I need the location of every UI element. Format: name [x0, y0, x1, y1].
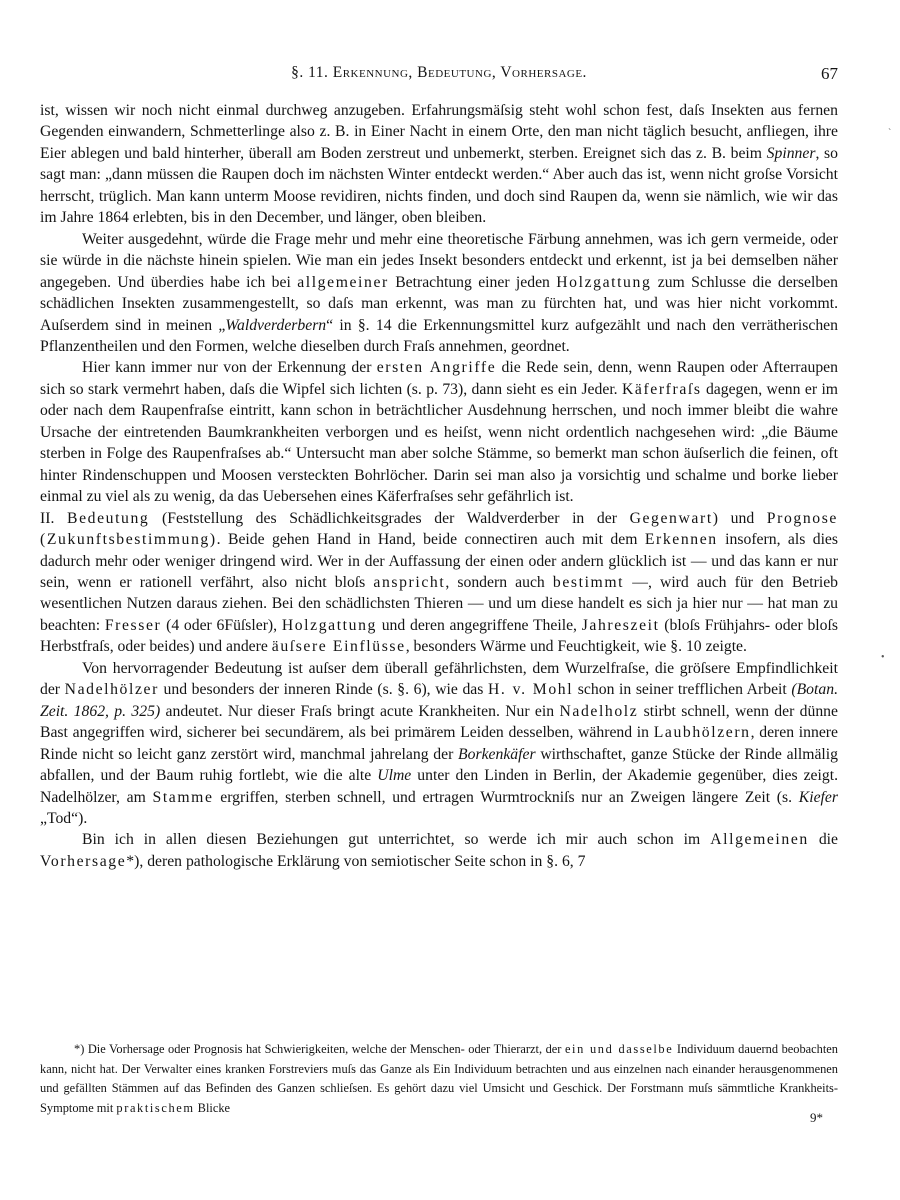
- text-run: II.: [40, 509, 67, 527]
- text-run: unter den Linden in Berlin, der Akademie gegenüber, dies zeigt. Nadelhölzer, am: [40, 767, 838, 806]
- signature-mark: 9*: [810, 1110, 823, 1125]
- text-run: “ in §. 14 die Erkennungsmittel kurz aufgezählt und nach den verrätherischen Pflanzentheilen und den Formen, welche dieselben durch Fraſs annehmen, geordnet.: [40, 316, 838, 355]
- text-run: ergriffen, sterben schnell, und ertragen Wurmtrockniſs nur an Zweigen längere Zeit (s.: [213, 788, 799, 806]
- spaced-text: anspricht: [373, 573, 446, 591]
- paragraph: [40, 508, 838, 658]
- spaced-text: Jahreszeit: [581, 616, 660, 634]
- spaced-text: Nadelhölzer: [64, 681, 159, 699]
- body-text: [40, 100, 838, 872]
- text-run: wirthschaftet, ganze Stücke der Rinde allmälig abfallen, und der Baum ruhig fortlebt, wie die alte: [40, 745, 838, 785]
- text-run: andeutet. Nur dieser Fraſs bringt acute Krankheiten. Nur ein: [160, 702, 560, 720]
- spaced-text: ersten Angriffe: [376, 359, 497, 377]
- text-run: , besonders Wärme und Feuchtigkeit, wie §. 10 zeigte.: [405, 638, 747, 656]
- page-number: 67: [821, 64, 838, 83]
- text-run: —, wird auch für den Betrieb wesentlichen Nutzen daraus ziehen. Bei den schädlichsten Thieren — und um diese handelt es sich ja hier nur — hat man zu beachten:: [40, 573, 839, 634]
- text-run: Blicke: [194, 1100, 231, 1115]
- spaced-text: Stamme: [152, 788, 214, 806]
- spaced-text: Nadelholz: [559, 702, 639, 720]
- spaced-text: allgemeiner: [297, 273, 389, 291]
- text-run: (4 oder 6Füſsler),: [161, 616, 282, 634]
- spaced-text: Gegenwart: [629, 509, 713, 527]
- text-run: ) und: [712, 509, 767, 527]
- text-run: und deren angegriffene Theile,: [376, 616, 582, 634]
- spaced-text: Käferfraſs: [621, 380, 702, 398]
- text-run: die Rede sein, denn, wenn Raupen oder Afterraupen sich so stark vermehrt haben, daſs die Wipfel sich lichten (s. p. 73), dann sieht es ein Jeder.: [40, 359, 838, 398]
- italic-text: Borkenkäfer: [458, 745, 536, 763]
- italic-text: (Botan. Zeit. 1862, p. 325): [40, 681, 838, 720]
- spaced-text: Bedeutung: [67, 509, 150, 527]
- spaced-text: äuſsere Einflüsse: [271, 638, 406, 656]
- text-run: stirbt schnell, wenn der dünne Bast angegriffen wird, sicherer bei secundärem, als bei primärem Leiden desselben, während in: [40, 702, 838, 742]
- text-run: Individuum dauernd beobachten kann, nicht hat. Der Verwalter eines kranken Forstreviers muſs das Ganze als Ein Individuum betrachten und aus einzelnen nach einander herausgenommenen und gefällten Stämmen auf das Befinden des Ganzen schlieſsen. Es gehört dazu viel Umsicht und Geschick. Der Forstmann muſs sämmtliche Krankheits-Symptome mit: [40, 1042, 838, 1115]
- spaced-text: Erkennen: [644, 531, 718, 549]
- page-header: [40, 64, 838, 86]
- italic-text: Spinner: [766, 144, 816, 162]
- text-run: „Tod“).: [40, 809, 88, 827]
- margin-speck: `: [888, 128, 892, 139]
- text-run: , sondern auch: [445, 573, 553, 591]
- running-head: §. 11. Erkennung, Bedeutung, Vorhersage.: [291, 64, 587, 81]
- text-run: die: [808, 831, 838, 849]
- italic-text: Waldverderbern: [225, 316, 327, 334]
- italic-text: Kiefer: [798, 788, 838, 806]
- text-run: Hier kann immer nur von der Erkennung der: [82, 359, 377, 377]
- text-run: , deren innere Rinde nicht so leicht ganz zerstört wird, manchmal jahrelang der: [40, 724, 838, 763]
- margin-speck: •: [881, 652, 885, 663]
- spaced-text: Laubhölzern: [653, 724, 751, 742]
- text-run: *), deren pathologische Erklärung von semiotischer Seite schon in §. 6, 7: [126, 852, 586, 870]
- spaced-text: Fresser: [104, 616, 162, 634]
- text-run: (Feststellung des Schädlichkeitsgrades der Waldverderber in der: [149, 509, 630, 527]
- text-run: dagegen, wenn er im oder nach dem Raupenfraſse eintritt, kann schon in beträchtlicher Ausdehnung herrschen, und noch immer bleibt die wahre Ursache der eintretenden Baumkrankheiten verborgen und es heiſst, wenn nicht ordentlich nachgesehen wird: „die Bäume sterben in Folge des Raupenfraſses ab.“ Untersucht man aber solche Stämme, so bemerkt man schon äuſserlich die feinen, oft hinter Rindenschuppen und Moosen versteckten Bohrlöcher. Darin sei man also ja vorsichtig und schalme und borke lieber einmal zu viel als zu wenig, da das Uebersehen eines Käferfraſses sehr gefährlich ist.: [40, 380, 839, 506]
- text-run: Weiter ausgedehnt, würde die Frage mehr und mehr eine theoretische Färbung annehmen, was ich gern vermeide, oder sie würde in die nächste hinein spielen. Wie man ein jedes Insekt besonders entdeckt und erkennt, ist ja bei demselben näher angegeben. Und überdies habe ich bei: [40, 230, 838, 291]
- spaced-text: Holzgattung: [281, 616, 377, 634]
- text-run: zum Schlusse die derselben schädlichen Insekten zusammengestellt, so daſs man erkennt, was man zu fürchten hat, und was hier nicht vorkommt. Auſserdem sind in meinen „: [40, 273, 838, 334]
- text-run: ist, wissen wir noch nicht einmal durchweg anzugeben. Erfahrungsmäſsig steht wohl schon fest, daſs Insekten aus fernen Gegenden einwandern, Schmetterlinge also z. B. in Einer Nacht in einem Orte, den man nicht täglich besucht, anfliegen, ihre Eier ablegen und bald hinterher, überall am Boden zerstreut und unbemerkt, sterben. Ereignet sich das z. B. beim: [40, 102, 838, 162]
- spaced-text: Vorhersage: [40, 852, 127, 870]
- text-run: Von hervorragender Bedeutung ist auſser dem überall gefährlichsten, dem Wurzelfraſse, die gröſsere Empfindlichkeit der: [40, 659, 838, 699]
- text-run: und besonders der inneren Rinde (s. §. 6), wie das: [158, 681, 488, 699]
- text-run: Bin ich in allen diesen Beziehungen gut unterrichtet, so werde ich mir auch schon im: [82, 831, 711, 849]
- spaced-text: Allgemeinen: [710, 831, 809, 849]
- paragraph: [40, 658, 838, 830]
- text-run: insofern, als dies dadurch mehr oder weniger dringend wird. Wer in der Auffassung der einen oder andern glücklich ist — und das kann er nur sein, wenn er rationell verfährt, also nicht bloſs: [40, 531, 838, 591]
- paragraph: [40, 100, 838, 229]
- text-run: , so sagt man: „dann müssen die Raupen doch im nächsten Winter entdeckt werden.“ Aber auch das ist, wenn nicht groſse Vorsicht herrscht, trüglich. Man kann unterm Moose revidiren, nichts finden, und doch sind Raupen da, wenn sie nämlich, wie wir das im Jahre 1864 erlebten, bis in den December, und länger, oben bleiben.: [40, 144, 838, 227]
- text-run: (bloſs Frühjahrs- oder bloſs Herbstfraſs, oder beides) und andere: [40, 616, 838, 656]
- spaced-text: bestimmt: [552, 573, 625, 591]
- text-run: schon in seiner trefflichen Arbeit: [573, 681, 792, 699]
- spaced-text: ein und dasselbe: [564, 1042, 674, 1056]
- spaced-text: Holzgattung: [556, 273, 652, 291]
- text-run: . Beide gehen Hand in Hand, beide connectiren auch mit dem: [216, 531, 645, 549]
- paragraph: [40, 357, 838, 507]
- spaced-text: Prognose (Zukunftsbestimmung): [40, 509, 838, 549]
- paragraph: [40, 229, 838, 358]
- text-run: Betrachtung einer jeden: [388, 273, 557, 291]
- footnote: [40, 1040, 838, 1118]
- paragraph: [40, 829, 838, 872]
- italic-text: Ulme: [377, 767, 412, 785]
- text-run: *) Die Vorhersage oder Prognosis hat Schwierigkeiten, welche der Menschen- oder Thierarzt, der: [74, 1042, 565, 1056]
- spaced-text: H. v. Mohl: [487, 681, 574, 699]
- spaced-text: praktischem: [116, 1100, 195, 1115]
